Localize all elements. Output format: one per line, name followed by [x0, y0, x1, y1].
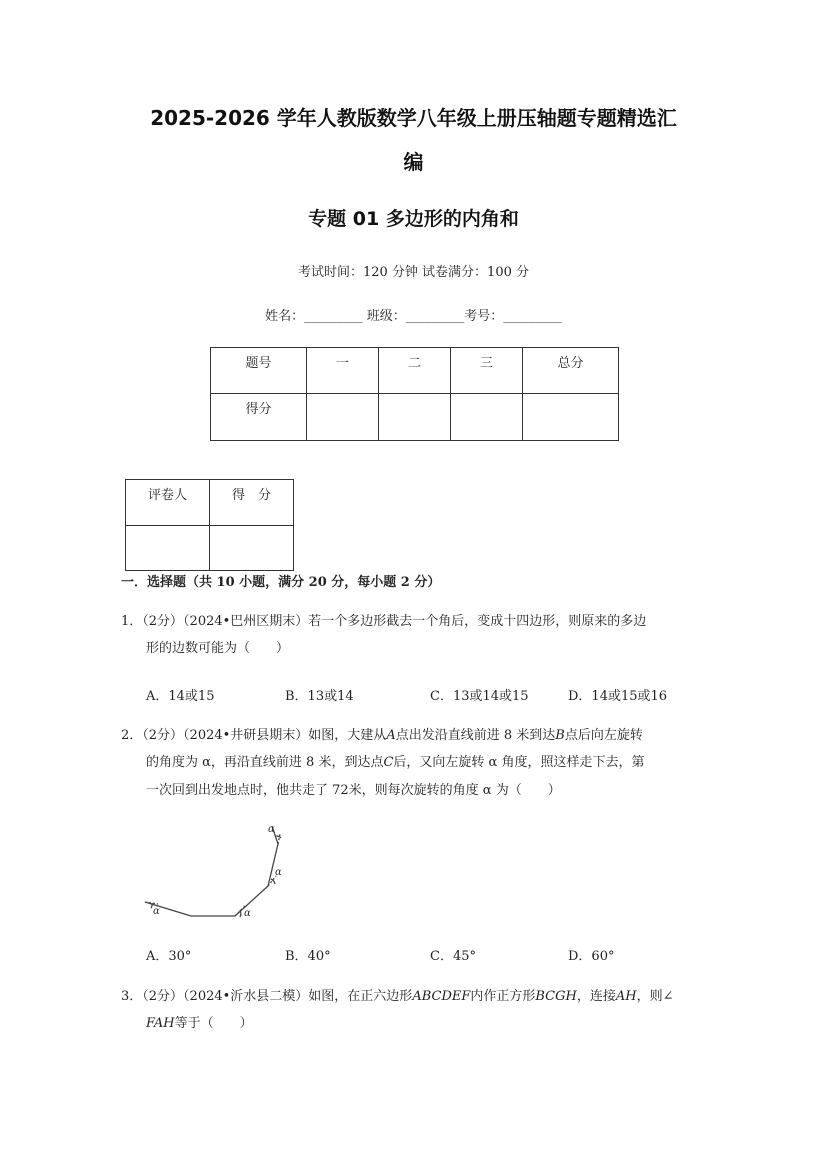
question-1-option-a: A．14或15 [146, 689, 215, 704]
question-2-option-a: A．30° [146, 949, 192, 964]
angle-arc [276, 836, 281, 838]
path-segments [145, 826, 278, 916]
angle-arc [240, 910, 241, 917]
question-text: （2分）（2024•沂水县二模）如图，在正六边形 [142, 989, 413, 1004]
score-table-score-row [211, 394, 619, 441]
exam-info: 考试时间：120 分钟 试卷满分：100 分 [297, 265, 530, 280]
score-cell: 三 [451, 348, 523, 394]
extension-line [278, 834, 280, 844]
segment-ah: AH [615, 989, 637, 1004]
document-title-continued: 编 [403, 150, 424, 174]
walking-path-figure [140, 818, 300, 923]
question-text: 的角度为 α，再沿直线前进 8 米，到达点 [146, 755, 384, 770]
question-text: 点后向左旋转 [564, 728, 643, 743]
score-cell: 一 [307, 348, 379, 394]
angle-fah: FAH [146, 1016, 175, 1031]
question-2-option-d: D．60° [568, 949, 615, 964]
question-1-line1 [121, 613, 646, 631]
student-info-line: 姓名：_________ 班级：_________考号：_________ [265, 309, 562, 324]
score-cell: 总分 [523, 348, 619, 394]
score-empty-cell [307, 394, 379, 441]
alpha-label: α [153, 906, 160, 917]
point-c: C [383, 755, 394, 770]
question-2-line1 [121, 727, 643, 745]
question-text: ，则∠ [636, 989, 674, 1004]
question-3-line2 [146, 1015, 253, 1033]
alpha-label: α [244, 908, 251, 919]
question-number: 2． [121, 728, 143, 743]
question-3-line1 [121, 988, 674, 1006]
grader-header-cell: 得 分 [210, 480, 294, 526]
alpha-label: α [268, 824, 275, 835]
question-text: 等于（ ） [174, 1016, 253, 1031]
question-2-line2 [146, 754, 644, 772]
question-text: （2分）（2024•井研县期末）如图，大建从 [142, 728, 387, 743]
score-table [210, 347, 619, 441]
alpha-label: α [275, 867, 282, 878]
score-cell: 题号 [211, 348, 307, 394]
square-name: BCGH [535, 989, 577, 1004]
question-1-option-b: B．13或14 [285, 689, 354, 704]
score-label-cell: 得分 [211, 394, 307, 441]
score-empty-cell [451, 394, 523, 441]
grader-empty-cell [210, 526, 294, 571]
hexagon-name: ABCDEF [412, 989, 471, 1004]
question-text: 内作正方形 [470, 989, 536, 1004]
question-2-option-c: C．45° [430, 949, 476, 964]
question-number: 3． [121, 989, 143, 1004]
question-1-option-d: D．14或15或16 [568, 689, 668, 704]
score-empty-cell [379, 394, 451, 441]
topic-title: 专题 01 多边形的内角和 [308, 208, 519, 230]
question-text: 点出发沿直线前进 8 米到达 [395, 728, 556, 743]
section-heading: 一．选择题（共 10 小题，满分 20 分，每小题 2 分） [121, 575, 441, 590]
question-1-option-c: C．13或14或15 [430, 689, 529, 704]
question-number: 1． [121, 614, 143, 629]
grader-header-cell: 评卷人 [126, 480, 210, 526]
question-text: 后，又向左旋转 α 角度，照这样走下去，第 [393, 755, 645, 770]
score-empty-cell [523, 394, 619, 441]
question-text: （2分）（2024•巴州区期末）若一个多边形截去一个角后，变成十四边形，则原来的多边 [142, 614, 647, 629]
score-table-header-row [211, 348, 619, 394]
question-2-line3: 一次回到出发地点时，他共走了 72米，则每次旋转的角度 α 为（ ） [146, 783, 561, 798]
question-1-line2: 形的边数可能为（ ） [146, 641, 290, 656]
score-cell: 二 [379, 348, 451, 394]
question-2-option-b: B．40° [285, 949, 331, 964]
grader-table [125, 479, 294, 571]
point-b: B [555, 728, 565, 743]
document-title: 2025-2026 学年人教版数学八年级上册压轴题专题精选汇 [150, 106, 677, 130]
point-a: A [386, 728, 396, 743]
question-text: ，连接 [576, 989, 616, 1004]
grader-empty-cell [126, 526, 210, 571]
